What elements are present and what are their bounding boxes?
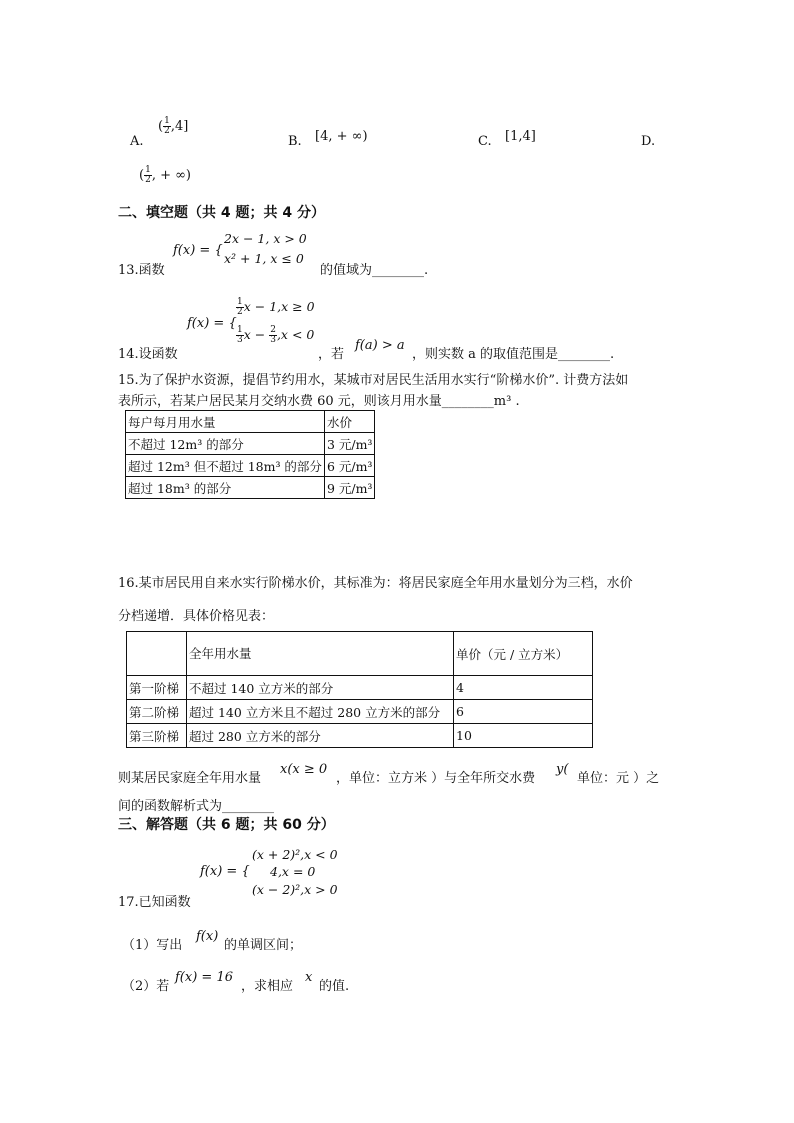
q15-cell: 9 元/m³: [324, 477, 375, 499]
q14-case1-num: 1: [237, 297, 243, 307]
option-a-label: A.: [130, 134, 144, 149]
q14-case2-fraction: [236, 326, 244, 345]
q16-cell: 10: [454, 724, 593, 748]
q16-table-row: [127, 700, 593, 724]
q16-line3b: x(x ≥ 0: [280, 762, 328, 777]
q17-part2d: x: [305, 970, 313, 985]
q14-func: f(x) = {: [187, 316, 237, 331]
q15-cell: 超过 12m³ 但不超过 18m³ 的部分: [126, 455, 325, 477]
q14-label: 14.设函数: [118, 347, 178, 362]
option-b-value: [4, + ∞): [315, 129, 368, 144]
q17-part1b: f(x): [196, 929, 219, 944]
q16-table-row: [127, 676, 593, 700]
q16-line3a: 则某居民家庭全年用水量: [118, 771, 262, 786]
q14-case1: [236, 298, 315, 317]
q13-case1: 2x − 1, x > 0: [224, 231, 307, 246]
q13-suffix: 的值域为________.: [320, 263, 429, 278]
q14-case2-num2: 2: [270, 325, 276, 335]
q16-line3d: y(: [556, 762, 569, 777]
q15-table-row: [126, 477, 375, 499]
section3-title: 三、解答题（共 6 题；共 60 分）: [118, 817, 335, 833]
q15-cell: 不超过 12m³ 的部分: [126, 433, 325, 455]
q17-part1c: 的单调区间；: [224, 938, 303, 953]
q16-cell: 单价（元 / 立方米）: [454, 632, 593, 676]
option-a-fraction: [163, 117, 171, 136]
q15-table-row: [126, 411, 375, 433]
q17-func: f(x) = {: [200, 864, 250, 879]
option-c-label: C.: [478, 134, 492, 149]
q17-part2e: 的值.: [319, 979, 350, 994]
q16-table-row: [127, 632, 593, 676]
option-d-fraction: [144, 166, 152, 185]
q14-case1-den: 2: [237, 307, 243, 317]
q14-case1-rest: x − 1,x ≥ 0: [243, 299, 315, 314]
q17-part2a: （2）若: [122, 979, 170, 994]
q16-cell: 不超过 140 立方米的部分: [187, 676, 454, 700]
section2-title: 二、填空题（共 4 题；共 4 分）: [118, 205, 325, 221]
q14-case2-den2: 3: [270, 335, 276, 345]
option-a-num: 1: [164, 116, 170, 126]
q13-label: 13.函数: [118, 263, 165, 278]
q16-cell: 超过 280 立方米的部分: [187, 724, 454, 748]
option-c-value: [1,4]: [505, 129, 536, 144]
q15-line1: 15.为了保护水资源，提倡节约用水，某城市对居民生活用水实行“阶梯水价”. 计费方法如: [118, 373, 629, 388]
q14-case2-den: 3: [237, 335, 243, 345]
q16-cell: 超过 140 立方米且不超过 280 立方米的部分: [187, 700, 454, 724]
q16-line1: 16.某市居民用自来水实行阶梯水价，其标准为：将居民家庭全年用水量划分为三档，水价: [118, 576, 633, 591]
q16-cell: 第一阶梯: [127, 676, 187, 700]
q14-case2-mid: x −: [243, 327, 266, 342]
q17-case3: (x − 2)²,x > 0: [252, 882, 338, 897]
option-d-num: 1: [145, 165, 151, 175]
q16-table-row: [127, 724, 593, 748]
q15-cell: 超过 18m³ 的部分: [126, 477, 325, 499]
option-d-value: [139, 166, 191, 185]
option-d-right: , + ∞): [151, 168, 192, 183]
q14-case2-rest: ,x < 0: [276, 327, 315, 342]
q15-cell: 每户每月用水量: [126, 411, 325, 433]
q17-part2b: f(x) = 16: [175, 970, 233, 985]
q16-cell: 6: [454, 700, 593, 724]
q16-line4: 间的函数解析式为________: [118, 799, 275, 814]
q16-cell: 4: [454, 676, 593, 700]
option-d-den: 2: [145, 175, 151, 185]
q14-middle: ，若: [318, 347, 345, 362]
q15-table-row: [126, 433, 375, 455]
q14-case2: [236, 326, 314, 345]
q14-case2-num: 1: [237, 325, 243, 335]
q15-table-row: [126, 455, 375, 477]
option-d-label: D.: [641, 134, 656, 149]
q15-cell: 3 元/m³: [324, 433, 375, 455]
q17-label: 17.已知函数: [118, 895, 191, 910]
q16-cell: 第二阶梯: [127, 700, 187, 724]
q17-case1: (x + 2)²,x < 0: [252, 847, 338, 862]
q14-condition: f(a) > a: [355, 338, 405, 353]
q14-suffix: ，则实数 a 的取值范围是________.: [412, 347, 615, 362]
option-a-den: 2: [164, 126, 170, 136]
q16-cell: [127, 632, 187, 676]
q17-part2c: ，求相应: [241, 979, 294, 994]
q17-case2: 4,x = 0: [270, 864, 316, 879]
q15-cell: 6 元/m³: [324, 455, 375, 477]
option-a-left: (: [158, 119, 164, 134]
q17-part1a: （1）写出: [122, 938, 183, 953]
q15-line2: 表所示，若某户居民某月交纳水费 60 元，则该月用水量________m³ .: [118, 394, 520, 409]
option-b-label: B.: [288, 134, 302, 149]
q16-table: [126, 631, 593, 748]
option-a-right: ,4]: [170, 119, 189, 134]
q13-func: f(x) = {: [173, 243, 223, 258]
q15-table: [125, 410, 375, 499]
q14-case2-fraction2: [269, 326, 277, 345]
q15-cell: 水价: [324, 411, 375, 433]
q16-cell: 全年用水量: [187, 632, 454, 676]
q14-case1-fraction: [236, 298, 244, 317]
q16-cell: 第三阶梯: [127, 724, 187, 748]
q16-line3c: ，单位：立方米 ）与全年所交水费: [336, 771, 536, 786]
q16-line3e: 单位：元 ）之: [577, 771, 660, 786]
option-a-value: [158, 117, 188, 136]
q16-line2: 分档递增．具体价格见表：: [118, 609, 275, 624]
q13-case2: x² + 1, x ≤ 0: [224, 251, 304, 266]
option-d-left: (: [139, 168, 145, 183]
